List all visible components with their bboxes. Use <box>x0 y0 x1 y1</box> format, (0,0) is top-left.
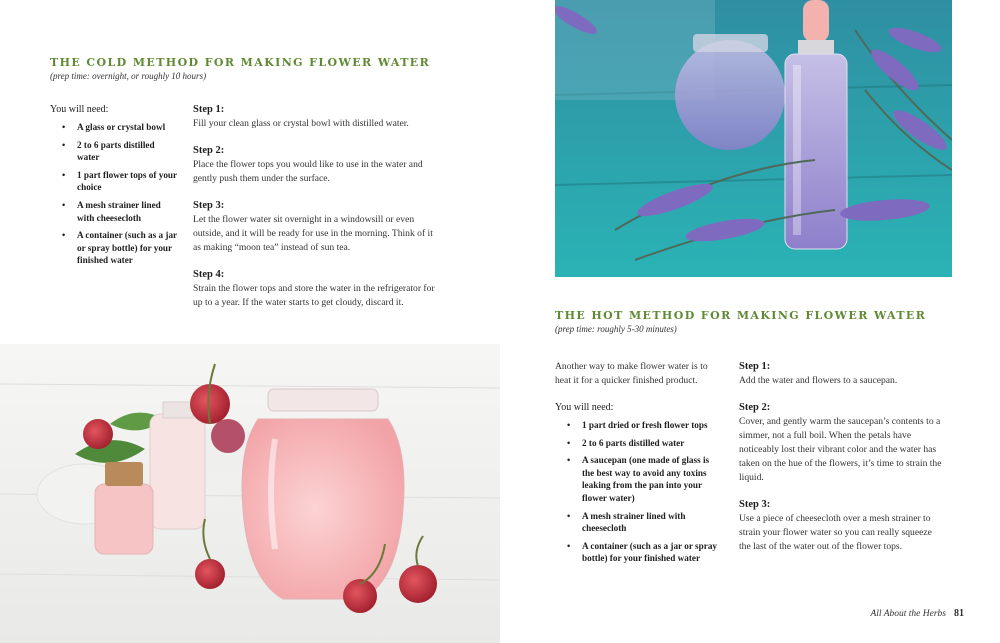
cold-need-label: You will need: <box>50 104 109 115</box>
hot-need-label: You will need: <box>555 402 614 413</box>
lavender-oil-photo <box>555 0 952 277</box>
cold-supply-item: • A container (such as a jar or spray bottle) for your finished water <box>62 229 178 267</box>
cold-method-title: THE COLD METHOD FOR MAKING FLOWER WATER <box>50 56 431 69</box>
hot-supply-item: • A container (such as a jar or spray bottle) for your finished water <box>567 540 720 565</box>
hot-supplies <box>555 360 720 570</box>
step-text: Place the flower tops you would like to use in the water and gently push them under the surface. <box>193 159 423 184</box>
page-footer <box>870 608 964 619</box>
hot-method-title: THE HOT METHOD FOR MAKING FLOWER WATER <box>555 309 927 322</box>
footer-section-title: All About the Herbs <box>870 609 946 619</box>
step-title: Step 2: <box>739 402 771 413</box>
step-text: Use a piece of cheesecloth over a mesh strainer to strain your flower water so you can really squeeze the last of the water out of the flower tops. <box>739 513 932 552</box>
cold-supply-item: • 1 part flower tops of your choice <box>62 169 178 194</box>
hot-supply-item: • 2 to 6 parts distilled water <box>567 437 720 450</box>
cold-supply-item: • A mesh strainer lined with cheesecloth <box>62 199 178 224</box>
hot-supply-item: • A mesh strainer lined with cheesecloth <box>567 510 720 535</box>
cold-supply-item: • 2 to 6 parts distilled water <box>62 139 178 164</box>
step-text: Let the flower water sit overnight in a windowsill or even outside, and it will be ready for use in the morning. Think of it as making “moon tea” instead of sun tea. <box>193 214 433 253</box>
step-title: Step 1: <box>193 104 225 115</box>
cold-step-4 <box>193 269 438 310</box>
step-text: Fill your clean glass or crystal bowl with distilled water. <box>193 118 409 129</box>
hot-supply-item: • 1 part dried or fresh flower tops <box>567 419 720 432</box>
step-title: Step 1: <box>739 361 771 372</box>
hot-supply-item: • A saucepan (one made of glass is the best way to avoid any toxins leaking from the pan into your flower water) <box>567 454 720 504</box>
step-title: Step 3: <box>193 200 225 211</box>
step-title: Step 3: <box>739 499 771 510</box>
rose-water-photo <box>0 344 500 643</box>
step-text: Add the water and flowers to a saucepan. <box>739 375 898 386</box>
page-number: 81 <box>954 608 964 619</box>
step-text: Strain the flower tops and store the water in the refrigerator for up to a year. If the water starts to get cloudy, discard it. <box>193 283 435 308</box>
cold-steps <box>193 104 438 324</box>
cold-supply-item: • A glass or crystal bowl <box>62 121 178 134</box>
hot-steps <box>739 361 944 568</box>
hot-step-3 <box>739 499 944 554</box>
cold-method-prep-time: (prep time: overnight, or roughly 10 hours) <box>50 71 207 81</box>
hot-intro: Another way to make flower water is to heat it for a quicker finished product. <box>555 361 708 386</box>
step-title: Step 2: <box>193 145 225 156</box>
cold-supplies <box>50 104 178 272</box>
cold-step-3 <box>193 200 438 255</box>
hot-step-1 <box>739 361 944 388</box>
cold-step-2 <box>193 145 438 186</box>
hot-step-2 <box>739 402 944 485</box>
hot-method-prep-time: (prep time: roughly 5-30 minutes) <box>555 324 677 334</box>
step-title: Step 4: <box>193 269 225 280</box>
cold-step-1 <box>193 104 438 131</box>
step-text: Cover, and gently warm the saucepan’s contents to a simmer, not a full boil. When the petals have noticeably lost their vibrant color and the water has taken on the hue of the flowers, it’s time to strain the liquid. <box>739 416 942 483</box>
